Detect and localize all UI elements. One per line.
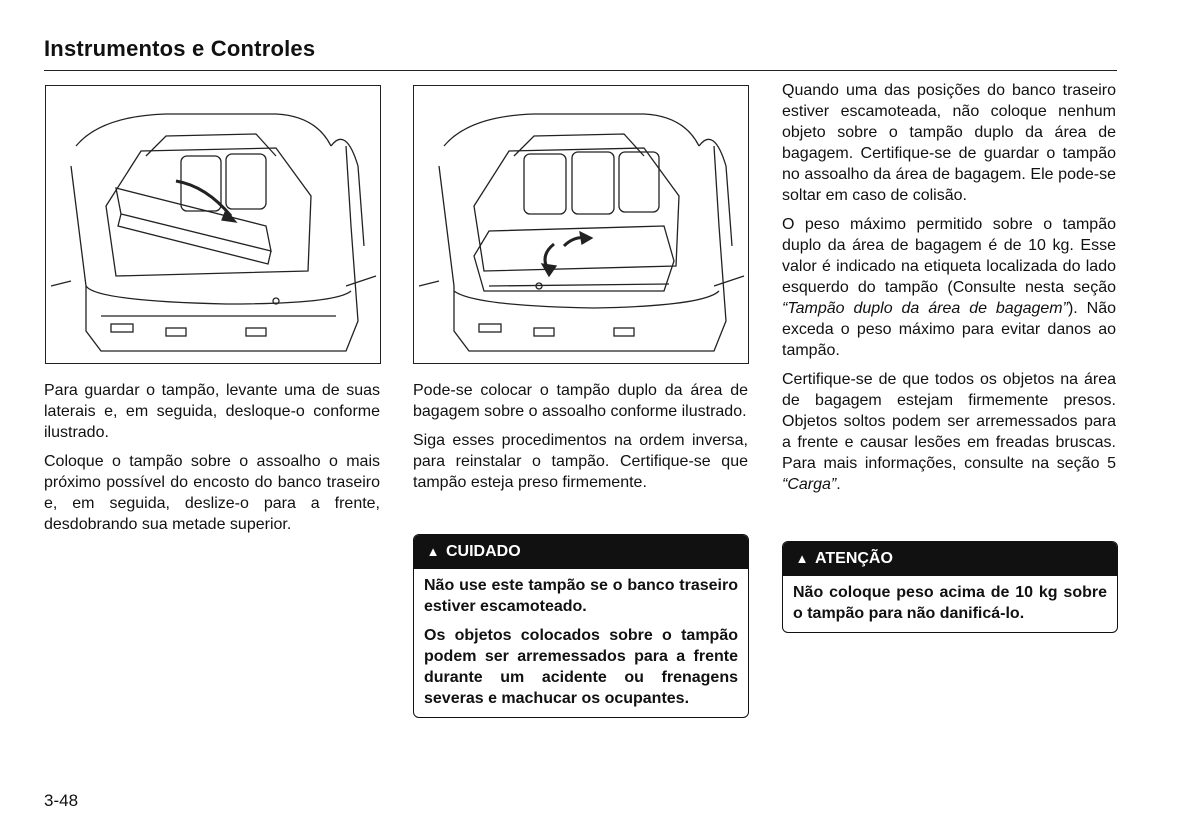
page-title: Instrumentos e Controles: [44, 36, 316, 61]
paragraph: Coloque o tampão sobre o assoalho o mais próximo possível do encosto do banco traseiro e, em seguida, deslize-o para a frente, desdobrando sua metade superior.: [44, 453, 380, 533]
column-2-text: [413, 380, 748, 501]
paragraph: Pode-se colocar o tampão duplo da área de bagagem sobre o assoalho conforme ilustrado.: [413, 382, 748, 420]
text-span: .: [836, 476, 841, 493]
attention-header: [783, 542, 1117, 576]
caution-box: [413, 534, 749, 718]
paragraph: Quando uma das posições do banco traseiro estiver escamoteada, não coloque nenhum objeto sobre o tampão duplo da área de bagagem. Certifique-se de guardar o tampão no assoalho da área de bagagem. Ele pode-se soltar em caso de colisão.: [782, 82, 1116, 204]
warning-triangle-icon: ▲: [795, 551, 809, 566]
figure-storing-cover: [45, 85, 381, 364]
paragraph: [782, 369, 1116, 495]
section-reference: “Tampão duplo da área de bagagem”: [782, 300, 1068, 317]
caution-paragraph: Não use este tampão se o banco traseiro estiver escamoteado.: [424, 577, 738, 615]
paragraph: Para guardar o tampão, levante uma de suas laterais e, em seguida, desloque-o conforme ilustrado.: [44, 382, 380, 441]
text-span: ). Não exceda o peso máximo para evitar danos ao tampão.: [782, 300, 1116, 359]
page-number: 3-48: [44, 791, 79, 810]
attention-title: ATENÇÃO: [815, 550, 893, 567]
caution-title: CUIDADO: [446, 543, 521, 560]
warning-triangle-icon: ▲: [426, 544, 440, 559]
attention-box: [782, 541, 1118, 633]
figure-cover-on-floor: [413, 85, 749, 364]
section-reference: “Carga”: [782, 476, 837, 493]
column-3-text: [782, 80, 1116, 503]
paragraph: Siga esses procedimentos na ordem inversa, para reinstalar o tampão. Certifique-se que tampão esteja preso firmemente.: [413, 432, 748, 491]
text-span: Certifique-se de que todos os objetos na área de bagagem estejam firmemente presos. Objetos soltos podem ser arremessados para a frente e causar lesões em freadas bruscas. Para mais informações, consulte na seção 5: [782, 371, 1116, 472]
caution-header: [414, 535, 748, 569]
caution-body: [414, 569, 748, 717]
attention-paragraph: Não coloque peso acima de 10 kg sobre o tampão para não danificá-lo.: [793, 584, 1107, 622]
illustration-trunk-cover-floor: [414, 86, 748, 363]
paragraph: [782, 214, 1116, 361]
illustration-trunk-cover-fold: [46, 86, 380, 363]
caution-paragraph: Os objetos colocados sobre o tampão podem ser arremessados para a frente durante um acidente ou frenagens severas e machucar os ocupantes.: [424, 627, 738, 707]
header-rule: [44, 70, 1117, 71]
column-1-text: [44, 380, 380, 543]
attention-body: [783, 576, 1117, 632]
text-span: O peso máximo permitido sobre o tampão duplo da área de bagagem é de 10 kg. Esse valor é indicado na etiqueta localizada do lado esquerdo do tampão (Consulte nesta seção: [782, 216, 1116, 296]
